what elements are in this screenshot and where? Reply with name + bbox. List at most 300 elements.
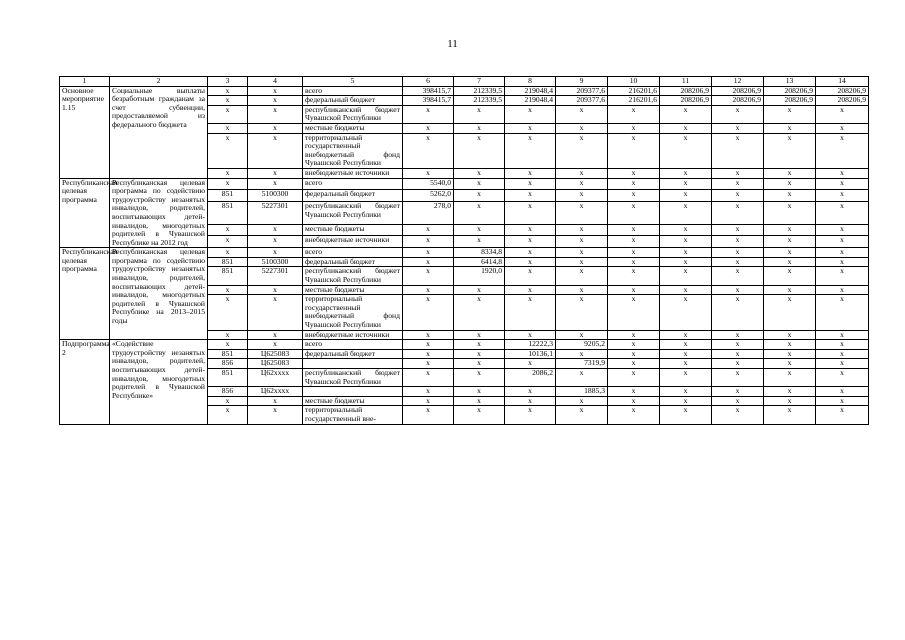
- value-cell: x: [660, 257, 712, 267]
- value-cell: x: [816, 285, 869, 295]
- value-cell: x: [505, 190, 556, 202]
- grbs-code: 851: [208, 202, 248, 224]
- value-cell: x: [454, 133, 505, 168]
- grbs-code: x: [208, 168, 248, 178]
- value-cell: x: [712, 123, 764, 133]
- funding-source: территориальный государственный вне-: [303, 406, 403, 424]
- value-cell: x: [403, 359, 454, 369]
- value-cell: x: [712, 369, 764, 387]
- value-cell: x: [454, 349, 505, 359]
- value-cell: x: [505, 359, 556, 369]
- grbs-code: x: [208, 236, 248, 248]
- value-cell: x: [556, 168, 608, 178]
- value-cell: x: [816, 257, 869, 267]
- table-row: [60, 248, 869, 258]
- value-cell: x: [816, 396, 869, 406]
- value-cell: x: [556, 248, 608, 258]
- value-cell: x: [660, 105, 712, 123]
- value-cell: x: [505, 248, 556, 258]
- value-cell: x: [505, 330, 556, 340]
- csr-code: x: [248, 123, 303, 133]
- csr-code: x: [248, 105, 303, 123]
- value-cell: 208206,9: [816, 96, 869, 106]
- value-cell: 212339,5: [454, 96, 505, 106]
- grbs-code: x: [208, 295, 248, 330]
- grbs-code: x: [208, 86, 248, 96]
- value-cell: x: [712, 202, 764, 224]
- value-cell: x: [816, 330, 869, 340]
- value-cell: x: [608, 236, 660, 248]
- csr-code: x: [248, 285, 303, 295]
- funding-source: республиканский бюджет Чувашской Республики: [303, 202, 403, 224]
- value-cell: x: [816, 267, 869, 285]
- grbs-code: x: [208, 105, 248, 123]
- value-cell: x: [608, 190, 660, 202]
- value-cell: x: [816, 202, 869, 224]
- value-cell: x: [403, 257, 454, 267]
- value-cell: x: [764, 224, 816, 236]
- value-cell: x: [764, 406, 816, 424]
- value-cell: x: [505, 387, 556, 397]
- value-cell: x: [712, 105, 764, 123]
- value-cell: x: [816, 178, 869, 190]
- header-cell: 3: [208, 77, 248, 87]
- csr-code: Ц62xxxx: [248, 387, 303, 397]
- value-cell: x: [660, 387, 712, 397]
- value-cell: x: [556, 236, 608, 248]
- csr-code: 5227301: [248, 202, 303, 224]
- funding-source: внебюджетные источники: [303, 168, 403, 178]
- value-cell: x: [816, 359, 869, 369]
- value-cell: 1920,0: [454, 267, 505, 285]
- funding-source: местные бюджеты: [303, 224, 403, 236]
- value-cell: x: [556, 190, 608, 202]
- value-cell: x: [403, 406, 454, 424]
- value-cell: x: [608, 168, 660, 178]
- value-cell: x: [608, 257, 660, 267]
- value-cell: x: [403, 396, 454, 406]
- value-cell: x: [454, 359, 505, 369]
- grbs-code: x: [208, 406, 248, 424]
- value-cell: x: [556, 349, 608, 359]
- value-cell: x: [816, 406, 869, 424]
- value-cell: x: [556, 105, 608, 123]
- value-cell: x: [403, 340, 454, 350]
- row-group-type: Основное мероприятие 1.15: [60, 86, 110, 178]
- value-cell: x: [764, 168, 816, 178]
- value-cell: x: [556, 133, 608, 168]
- value-cell: x: [403, 105, 454, 123]
- value-cell: x: [764, 267, 816, 285]
- grbs-code: 851: [208, 349, 248, 359]
- budget-table: [59, 76, 869, 425]
- value-cell: x: [403, 248, 454, 258]
- value-cell: x: [608, 330, 660, 340]
- value-cell: x: [608, 295, 660, 330]
- value-cell: x: [816, 387, 869, 397]
- funding-source: местные бюджеты: [303, 285, 403, 295]
- header-cell: 11: [660, 77, 712, 87]
- value-cell: x: [660, 190, 712, 202]
- value-cell: 5262,0: [403, 190, 454, 202]
- value-cell: x: [712, 178, 764, 190]
- value-cell: x: [712, 359, 764, 369]
- value-cell: x: [816, 105, 869, 123]
- value-cell: 5540,0: [403, 178, 454, 190]
- value-cell: x: [505, 396, 556, 406]
- value-cell: x: [712, 236, 764, 248]
- value-cell: x: [454, 123, 505, 133]
- value-cell: 219048,4: [505, 96, 556, 106]
- value-cell: x: [712, 257, 764, 267]
- funding-source: всего: [303, 86, 403, 96]
- funding-source: территориальный государственный внебюджетный фонд Чувашской Республики: [303, 133, 403, 168]
- value-cell: x: [608, 105, 660, 123]
- value-cell: x: [660, 178, 712, 190]
- value-cell: x: [660, 285, 712, 295]
- value-cell: x: [403, 369, 454, 387]
- value-cell: x: [454, 285, 505, 295]
- value-cell: x: [454, 369, 505, 387]
- value-cell: x: [660, 295, 712, 330]
- value-cell: x: [764, 248, 816, 258]
- value-cell: x: [403, 133, 454, 168]
- funding-source: всего: [303, 178, 403, 190]
- value-cell: 12222,3: [505, 340, 556, 350]
- funding-source: внебюджетные источники: [303, 236, 403, 248]
- value-cell: x: [403, 387, 454, 397]
- value-cell: x: [816, 369, 869, 387]
- value-cell: x: [608, 396, 660, 406]
- value-cell: x: [454, 340, 505, 350]
- row-group-type: Республиканская целевая программа: [60, 248, 110, 340]
- value-cell: x: [764, 340, 816, 350]
- funding-source: всего: [303, 340, 403, 350]
- value-cell: x: [608, 406, 660, 424]
- grbs-code: 851: [208, 369, 248, 387]
- value-cell: 208206,9: [816, 86, 869, 96]
- value-cell: x: [712, 330, 764, 340]
- csr-code: x: [248, 396, 303, 406]
- value-cell: 398415,7: [403, 86, 454, 96]
- csr-code: x: [248, 178, 303, 190]
- grbs-code: x: [208, 248, 248, 258]
- value-cell: x: [712, 133, 764, 168]
- csr-code: x: [248, 133, 303, 168]
- csr-code: x: [248, 248, 303, 258]
- value-cell: x: [608, 248, 660, 258]
- funding-source: республиканский бюджет Чувашской Республики: [303, 369, 403, 387]
- value-cell: x: [816, 349, 869, 359]
- row-group-type: Подпрограмма 2: [60, 340, 110, 424]
- row-group-type: Республиканская целевая программа: [60, 178, 110, 248]
- value-cell: x: [660, 168, 712, 178]
- value-cell: x: [764, 396, 816, 406]
- value-cell: x: [764, 257, 816, 267]
- value-cell: x: [454, 178, 505, 190]
- funding-source: федеральный бюджет: [303, 349, 403, 359]
- value-cell: x: [764, 285, 816, 295]
- value-cell: x: [660, 202, 712, 224]
- grbs-code: x: [208, 396, 248, 406]
- value-cell: x: [556, 224, 608, 236]
- value-cell: x: [764, 295, 816, 330]
- csr-code: Ц625083: [248, 349, 303, 359]
- value-cell: x: [660, 224, 712, 236]
- value-cell: x: [556, 369, 608, 387]
- value-cell: 208206,9: [660, 96, 712, 106]
- table-row: [60, 340, 869, 350]
- csr-code: x: [248, 330, 303, 340]
- value-cell: x: [505, 236, 556, 248]
- csr-code: x: [248, 96, 303, 106]
- header-cell: 6: [403, 77, 454, 87]
- funding-source: федеральный бюджет: [303, 96, 403, 106]
- value-cell: x: [660, 359, 712, 369]
- value-cell: x: [660, 330, 712, 340]
- value-cell: x: [608, 285, 660, 295]
- header-cell: 4: [248, 77, 303, 87]
- row-group-name: Республиканская целевая программа по содействию трудоустройству незанятых инвалидов, родителей, воспитывающих детей-инвалидов, многодетных родителей в Чувашской Республике на 2012 год: [110, 178, 208, 248]
- header-cell: 1: [60, 77, 110, 87]
- value-cell: x: [454, 406, 505, 424]
- value-cell: x: [712, 295, 764, 330]
- csr-code: x: [248, 224, 303, 236]
- value-cell: x: [816, 248, 869, 258]
- value-cell: x: [660, 340, 712, 350]
- value-cell: x: [505, 267, 556, 285]
- value-cell: x: [712, 190, 764, 202]
- funding-source: всего: [303, 248, 403, 258]
- value-cell: x: [556, 406, 608, 424]
- value-cell: x: [556, 202, 608, 224]
- value-cell: x: [816, 190, 869, 202]
- value-cell: x: [556, 285, 608, 295]
- page-number: 11: [447, 38, 458, 50]
- value-cell: x: [764, 133, 816, 168]
- value-cell: x: [712, 396, 764, 406]
- value-cell: x: [454, 295, 505, 330]
- value-cell: 216201,6: [608, 86, 660, 96]
- value-cell: x: [403, 330, 454, 340]
- value-cell: x: [764, 236, 816, 248]
- value-cell: x: [608, 123, 660, 133]
- header-cell: 10: [608, 77, 660, 87]
- value-cell: x: [556, 396, 608, 406]
- value-cell: x: [764, 359, 816, 369]
- value-cell: 216201,6: [608, 96, 660, 106]
- value-cell: x: [505, 168, 556, 178]
- csr-code: x: [248, 340, 303, 350]
- row-group-name: Социальные выплаты безработным гражданам за счет субвенции, предоставляемой из федерального бюджета: [110, 86, 208, 178]
- value-cell: x: [505, 105, 556, 123]
- value-cell: x: [660, 133, 712, 168]
- value-cell: x: [608, 133, 660, 168]
- value-cell: x: [816, 133, 869, 168]
- value-cell: 219048,4: [505, 86, 556, 96]
- value-cell: x: [454, 168, 505, 178]
- header-cell: 8: [505, 77, 556, 87]
- value-cell: 7319,9: [556, 359, 608, 369]
- value-cell: x: [816, 123, 869, 133]
- funding-source: федеральный бюджет: [303, 190, 403, 202]
- grbs-code: 851: [208, 257, 248, 267]
- csr-code: 5100300: [248, 190, 303, 202]
- value-cell: x: [660, 369, 712, 387]
- value-cell: x: [660, 248, 712, 258]
- value-cell: x: [764, 123, 816, 133]
- funding-source: федеральный бюджет: [303, 257, 403, 267]
- grbs-code: 851: [208, 267, 248, 285]
- grbs-code: 856: [208, 359, 248, 369]
- value-cell: x: [712, 224, 764, 236]
- header-cell: 5: [303, 77, 403, 87]
- csr-code: 5227301: [248, 267, 303, 285]
- value-cell: x: [712, 387, 764, 397]
- value-cell: 208206,9: [764, 86, 816, 96]
- value-cell: x: [403, 168, 454, 178]
- header-cell: 2: [110, 77, 208, 87]
- value-cell: 8334,8: [454, 248, 505, 258]
- value-cell: 208206,9: [712, 86, 764, 96]
- value-cell: 6414,8: [454, 257, 505, 267]
- grbs-code: x: [208, 285, 248, 295]
- value-cell: x: [608, 202, 660, 224]
- funding-source: местные бюджеты: [303, 396, 403, 406]
- grbs-code: x: [208, 340, 248, 350]
- value-cell: x: [454, 202, 505, 224]
- value-cell: 208206,9: [764, 96, 816, 106]
- value-cell: x: [816, 295, 869, 330]
- grbs-code: x: [208, 330, 248, 340]
- value-cell: x: [454, 387, 505, 397]
- value-cell: x: [660, 406, 712, 424]
- csr-code: Ц62xxxx: [248, 369, 303, 387]
- value-cell: x: [403, 349, 454, 359]
- value-cell: x: [403, 285, 454, 295]
- value-cell: x: [403, 224, 454, 236]
- value-cell: x: [556, 178, 608, 190]
- funding-source: [303, 387, 403, 397]
- value-cell: x: [608, 340, 660, 350]
- value-cell: x: [454, 190, 505, 202]
- value-cell: x: [764, 369, 816, 387]
- value-cell: x: [556, 123, 608, 133]
- header-cell: 7: [454, 77, 505, 87]
- value-cell: x: [712, 406, 764, 424]
- value-cell: x: [712, 168, 764, 178]
- value-cell: 2086,2: [505, 369, 556, 387]
- value-cell: 209377,6: [556, 96, 608, 106]
- value-cell: x: [454, 396, 505, 406]
- header-cell: 13: [764, 77, 816, 87]
- value-cell: x: [556, 267, 608, 285]
- header-cell: 9: [556, 77, 608, 87]
- value-cell: x: [454, 330, 505, 340]
- value-cell: x: [608, 178, 660, 190]
- value-cell: x: [403, 295, 454, 330]
- value-cell: 209377,6: [556, 86, 608, 96]
- header-cell: 12: [712, 77, 764, 87]
- value-cell: x: [608, 349, 660, 359]
- value-cell: x: [505, 257, 556, 267]
- value-cell: x: [608, 267, 660, 285]
- grbs-code: 856: [208, 387, 248, 397]
- grbs-code: x: [208, 178, 248, 190]
- value-cell: x: [712, 248, 764, 258]
- grbs-code: x: [208, 224, 248, 236]
- table-row: [60, 178, 869, 190]
- value-cell: x: [816, 340, 869, 350]
- value-cell: 208206,9: [660, 86, 712, 96]
- funding-source: внебюджетные источники: [303, 330, 403, 340]
- value-cell: x: [505, 406, 556, 424]
- value-cell: x: [505, 123, 556, 133]
- value-cell: x: [660, 236, 712, 248]
- csr-code: Ц625083: [248, 359, 303, 369]
- value-cell: x: [505, 133, 556, 168]
- value-cell: 1885,3: [556, 387, 608, 397]
- value-cell: x: [454, 105, 505, 123]
- value-cell: x: [505, 202, 556, 224]
- row-group-name: «Содействие трудоустройству незанятых инвалидов, родителей, воспитывающих детей-инвалидов, многодетных родителей в Чувашской Республике»: [110, 340, 208, 424]
- csr-code: x: [248, 236, 303, 248]
- value-cell: x: [454, 224, 505, 236]
- header-row: [60, 77, 869, 87]
- value-cell: x: [660, 123, 712, 133]
- funding-source: территориальный государственный внебюджетный фонд Чувашской Республики: [303, 295, 403, 330]
- grbs-code: x: [208, 123, 248, 133]
- value-cell: x: [816, 168, 869, 178]
- value-cell: x: [660, 349, 712, 359]
- value-cell: x: [505, 224, 556, 236]
- grbs-code: 851: [208, 190, 248, 202]
- csr-code: 5100300: [248, 257, 303, 267]
- value-cell: x: [712, 267, 764, 285]
- funding-source: республиканский бюджет Чувашской Республики: [303, 267, 403, 285]
- value-cell: x: [764, 105, 816, 123]
- csr-code: x: [248, 406, 303, 424]
- value-cell: x: [764, 202, 816, 224]
- value-cell: x: [608, 387, 660, 397]
- value-cell: x: [712, 285, 764, 295]
- grbs-code: x: [208, 133, 248, 168]
- csr-code: x: [248, 295, 303, 330]
- value-cell: x: [660, 396, 712, 406]
- grbs-code: x: [208, 96, 248, 106]
- value-cell: x: [608, 359, 660, 369]
- value-cell: x: [764, 330, 816, 340]
- value-cell: x: [712, 349, 764, 359]
- value-cell: 9205,2: [556, 340, 608, 350]
- value-cell: 278,0: [403, 202, 454, 224]
- value-cell: x: [454, 236, 505, 248]
- value-cell: x: [764, 387, 816, 397]
- value-cell: x: [505, 178, 556, 190]
- csr-code: x: [248, 86, 303, 96]
- value-cell: x: [816, 224, 869, 236]
- value-cell: x: [712, 340, 764, 350]
- value-cell: x: [556, 295, 608, 330]
- value-cell: x: [556, 257, 608, 267]
- funding-source: республиканский бюджет Чувашской Республики: [303, 105, 403, 123]
- csr-code: x: [248, 168, 303, 178]
- value-cell: x: [403, 236, 454, 248]
- value-cell: x: [608, 224, 660, 236]
- value-cell: 10136,1: [505, 349, 556, 359]
- row-group-name: Республиканская целевая программа по содействию трудоустройству незанятых инвалидов, родителей, воспитывающих детей-инвалидов, многодетных родителей в Чувашской Республике на 2013–2015 годы: [110, 248, 208, 340]
- value-cell: 398415,7: [403, 96, 454, 106]
